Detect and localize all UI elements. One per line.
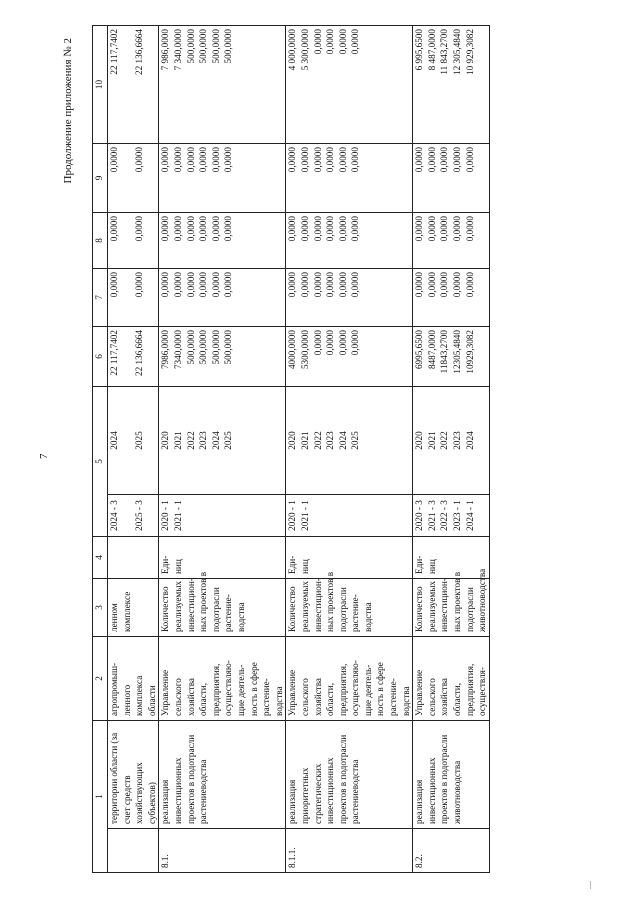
cell-line: Количество bbox=[414, 586, 425, 632]
measure-name-cell bbox=[413, 721, 490, 829]
item-number-cell bbox=[159, 829, 286, 873]
cell-line: 0,0000 bbox=[185, 147, 196, 173]
cell-line: 2024 bbox=[464, 431, 475, 450]
cell-line: 0,0000 bbox=[439, 147, 450, 173]
cell-line: 500,0000 bbox=[210, 29, 221, 64]
total-funding-cell bbox=[413, 327, 490, 387]
cell-line: 2024 bbox=[109, 431, 119, 450]
cell-line: 0,0000 bbox=[464, 216, 475, 242]
cell-line: растение- bbox=[223, 594, 234, 632]
header-cell: 2 bbox=[93, 637, 108, 721]
header-cell: 5 bbox=[93, 387, 108, 537]
cell-line: 0,0000 bbox=[414, 216, 425, 242]
cell-line: ниц bbox=[299, 559, 310, 574]
cell-line: 7340,0000 bbox=[172, 330, 183, 370]
cell-line: области bbox=[146, 685, 157, 716]
cell-line: 2024 - 1 bbox=[464, 500, 475, 531]
total-funding-cell bbox=[108, 327, 159, 387]
indicator-value-cell bbox=[286, 495, 413, 537]
cell-line: 0,0000 bbox=[325, 330, 336, 356]
unit-cell bbox=[108, 537, 159, 579]
cell-line: области, bbox=[198, 682, 209, 716]
cell-line: 0,0000 bbox=[325, 216, 336, 242]
cell-line: ных проектов в bbox=[198, 571, 209, 632]
cell-line: 0,0000 bbox=[299, 272, 310, 298]
cell-line: Еди- bbox=[160, 555, 171, 574]
federal-funding-cell bbox=[413, 269, 490, 327]
cell-line: комплекса bbox=[134, 675, 145, 716]
cell-line: проектов в подотрасли bbox=[337, 734, 348, 824]
measure-name-cell bbox=[159, 721, 286, 829]
cell-line: 0,0000 bbox=[198, 147, 209, 173]
cell-line: 2022 bbox=[312, 431, 323, 450]
cell-line: 0,0000 bbox=[325, 147, 336, 173]
cell-line: 0,0000 bbox=[223, 272, 234, 298]
cell-line: 0,0000 bbox=[325, 272, 336, 298]
total-funding-cell bbox=[159, 327, 286, 387]
cell-line: 8 487,0000 bbox=[426, 29, 437, 71]
cell-line: ленного bbox=[121, 684, 132, 716]
cell-line: хозяйствующих bbox=[134, 762, 145, 824]
cell-line: 0,0000 bbox=[337, 272, 348, 298]
cell-line: растение- bbox=[388, 678, 399, 716]
cell-line: 0,0000 bbox=[312, 147, 323, 173]
federal-funding-cell bbox=[159, 269, 286, 327]
cell-line: 7986,0000 bbox=[160, 330, 171, 370]
executor-cell bbox=[159, 637, 286, 721]
unit-cell bbox=[159, 537, 286, 579]
cell-line: 0,0000 bbox=[198, 272, 209, 298]
cell-line: 10 929,3082 bbox=[464, 29, 475, 75]
local-funding-cell bbox=[286, 144, 413, 213]
cell-line: инвестицион- bbox=[439, 578, 450, 632]
header-cell: 8 bbox=[93, 213, 108, 269]
cell-line: 0,0000 bbox=[160, 216, 171, 242]
table-body bbox=[108, 26, 490, 873]
year-cell bbox=[286, 387, 413, 495]
cell-line: 0,0000 bbox=[350, 147, 361, 173]
year-cell bbox=[159, 387, 286, 495]
cell-line: 500,0000 bbox=[198, 330, 209, 365]
cell-line: хозяйства bbox=[439, 678, 450, 716]
cell-line: осуществля- bbox=[477, 667, 488, 716]
cell-line: 0,0000 bbox=[160, 147, 171, 173]
cell-line: 2023 bbox=[325, 431, 336, 450]
cell-line: хозяйства bbox=[185, 678, 196, 716]
cell-line: 0,0000 bbox=[439, 216, 450, 242]
cell-line: 11843,2700 bbox=[439, 330, 450, 374]
cell-line: 4000,0000 bbox=[287, 330, 298, 370]
cell-line: 2024 bbox=[337, 431, 348, 450]
cell-line: инвестиционных bbox=[325, 757, 336, 824]
cell-line: Управление bbox=[414, 669, 425, 716]
cell-line: животноводства bbox=[477, 568, 488, 632]
cell-line: инвестицион- bbox=[185, 578, 196, 632]
cell-line: субъектов) bbox=[146, 782, 157, 824]
cell-line: 2022 - 3 bbox=[439, 500, 450, 531]
indicator-value-cell bbox=[413, 495, 490, 537]
extrabudgetary-funding-cell bbox=[413, 26, 490, 144]
cell-line: 11 843,2700 bbox=[439, 29, 450, 75]
cell-line: 0,0000 bbox=[414, 272, 425, 298]
cell-line: 2020 bbox=[160, 431, 171, 450]
cell-line: растение- bbox=[350, 594, 361, 632]
cell-line: 7 340,0000 bbox=[172, 29, 183, 71]
cell-line: 0,0000 bbox=[299, 147, 310, 173]
year-cell bbox=[413, 387, 490, 495]
header-cell: 6 bbox=[93, 327, 108, 387]
regional-funding-cell bbox=[108, 213, 159, 269]
cell-line: реализация bbox=[414, 779, 425, 824]
cell-line: 8487,0000 bbox=[426, 330, 437, 370]
cell-line: водства bbox=[273, 686, 284, 716]
cell-line: 0,0000 bbox=[452, 216, 463, 242]
cell-line: 2020 - 1 bbox=[160, 500, 171, 531]
cell-line: 0,0000 bbox=[160, 272, 171, 298]
cell-line: 500,0000 bbox=[210, 330, 221, 365]
cell-line: щие деятель- bbox=[362, 664, 373, 716]
indicator-cell bbox=[108, 579, 159, 637]
program-table-container bbox=[92, 26, 490, 873]
cell-line: 0,0000 bbox=[452, 272, 463, 298]
cell-line: 0,0000 bbox=[452, 147, 463, 173]
cell-line: 2023 bbox=[198, 431, 209, 450]
cell-line: 2023 bbox=[452, 431, 463, 450]
cell-line: водства bbox=[400, 686, 411, 716]
cell-line: ленном bbox=[109, 603, 119, 632]
table-row bbox=[413, 26, 490, 873]
cell-line: животноводства bbox=[452, 760, 463, 824]
cell-line: Еди- bbox=[287, 555, 298, 574]
blank-line bbox=[121, 216, 134, 264]
cell-line: приоритетных bbox=[299, 767, 310, 824]
cell-line: области, bbox=[452, 682, 463, 716]
cell-line: сельского bbox=[426, 678, 437, 716]
cell-line: 10929,3082 bbox=[464, 330, 475, 374]
cell-line: 0,0000 bbox=[287, 147, 298, 173]
cell-line: 0,0000 bbox=[109, 272, 119, 298]
cell-line: 5 300,0000 bbox=[299, 29, 310, 71]
indicator-value-cell bbox=[108, 495, 159, 537]
cell-line: 6995,6500 bbox=[414, 330, 425, 370]
cell-line: 0,0000 bbox=[185, 216, 196, 242]
cell-line: 0,0000 bbox=[198, 216, 209, 242]
cell-line: проектов в подотрасли bbox=[439, 734, 450, 824]
cell-line: 22 136,6664 bbox=[134, 330, 145, 376]
regional-funding-cell bbox=[286, 213, 413, 269]
cell-line: 500,0000 bbox=[198, 29, 209, 64]
executor-cell bbox=[413, 637, 490, 721]
cell-line: 12 305,4840 bbox=[452, 29, 463, 75]
cell-line: 8.1.1. bbox=[287, 847, 298, 868]
cell-line: 2021 bbox=[299, 431, 310, 450]
cell-line: 0,0000 bbox=[325, 29, 336, 55]
cell-line: предприятия, bbox=[337, 663, 348, 716]
cell-line: 12305,4840 bbox=[452, 330, 463, 374]
blank-line bbox=[121, 147, 134, 208]
cell-line: хозяйства bbox=[312, 678, 323, 716]
cell-line: подотрасли bbox=[210, 587, 221, 632]
cell-line: 2021 bbox=[426, 431, 437, 450]
item-number-cell bbox=[108, 829, 159, 873]
regional-funding-cell bbox=[159, 213, 286, 269]
cell-line: 2021 bbox=[172, 431, 183, 450]
cell-line: Управление bbox=[287, 669, 298, 716]
extrabudgetary-funding-cell bbox=[286, 26, 413, 144]
cell-line: 0,0000 bbox=[414, 147, 425, 173]
cell-line: 0,0000 bbox=[223, 216, 234, 242]
cell-line: 22 136,6664 bbox=[134, 29, 145, 75]
cell-line: Количество bbox=[160, 586, 171, 632]
cell-line: ниц bbox=[426, 559, 437, 574]
cell-line: стратегических bbox=[312, 763, 323, 824]
header-cell: 7 bbox=[93, 269, 108, 327]
cell-line: 0,0000 bbox=[350, 272, 361, 298]
cell-line: 0,0000 bbox=[109, 216, 119, 242]
cell-line: 2024 bbox=[210, 431, 221, 450]
cell-line: реализация bbox=[160, 779, 171, 824]
cell-line: 2020 bbox=[414, 431, 425, 450]
cell-line: сельского bbox=[172, 678, 183, 716]
cell-line: 0,0000 bbox=[350, 216, 361, 242]
cell-line: 2020 bbox=[287, 431, 298, 450]
year-cell bbox=[108, 387, 159, 495]
cell-line: территории области (за bbox=[109, 732, 119, 824]
cell-line: 2023 - 1 bbox=[452, 500, 463, 531]
cell-line: 2025 bbox=[350, 431, 361, 450]
header-cell: 9 bbox=[93, 144, 108, 213]
blank-line bbox=[121, 330, 134, 382]
total-funding-cell bbox=[286, 327, 413, 387]
cell-line: 0,0000 bbox=[312, 330, 323, 356]
cell-line: 0,0000 bbox=[337, 216, 348, 242]
cell-line: 22 117,7402 bbox=[109, 330, 119, 376]
cell-line: 2025 - 3 bbox=[134, 500, 145, 531]
cell-line: счет средств bbox=[121, 775, 132, 824]
header-cell: 4 bbox=[93, 537, 108, 579]
cell-line: инвестиционных bbox=[172, 757, 183, 824]
cell-line: 0,0000 bbox=[134, 147, 145, 173]
cell-line: щие деятель- bbox=[235, 664, 246, 716]
cell-line: 2022 bbox=[439, 431, 450, 450]
cell-line: 2020 - 3 bbox=[414, 500, 425, 531]
cell-line: 8.2. bbox=[414, 854, 425, 868]
cell-line: 2022 bbox=[185, 431, 196, 450]
cell-line: комплексе bbox=[121, 591, 132, 632]
local-funding-cell bbox=[108, 144, 159, 213]
cell-line: 0,0000 bbox=[464, 272, 475, 298]
table-row bbox=[159, 26, 286, 873]
cell-line: 0,0000 bbox=[134, 216, 145, 242]
cell-line: 0,0000 bbox=[172, 272, 183, 298]
cell-line: 0,0000 bbox=[312, 29, 323, 55]
cell-line: водства bbox=[362, 602, 373, 632]
indicator-cell bbox=[159, 571, 286, 637]
regional-funding-cell bbox=[413, 213, 490, 269]
executor-cell bbox=[108, 637, 159, 721]
cell-line: 0,0000 bbox=[337, 29, 348, 55]
cell-line: 5300,0000 bbox=[299, 330, 310, 370]
cell-line: 0,0000 bbox=[337, 330, 348, 356]
cell-line: 0,0000 bbox=[210, 147, 221, 173]
cell-line: предприятия, bbox=[464, 663, 475, 716]
cell-line: 4 000,0000 bbox=[287, 29, 298, 71]
cell-line: 0,0000 bbox=[287, 272, 298, 298]
cell-line: 2021 - 1 bbox=[299, 500, 310, 531]
header-cell: 10 bbox=[93, 26, 108, 144]
local-funding-cell bbox=[159, 144, 286, 213]
cell-line: 500,0000 bbox=[223, 29, 234, 64]
cell-line: ность в сфере bbox=[248, 662, 259, 716]
cell-line: 0,0000 bbox=[312, 272, 323, 298]
cell-line: 2025 bbox=[223, 431, 234, 450]
cell-line: 0,0000 bbox=[350, 29, 361, 55]
cell-line: 0,0000 bbox=[426, 216, 437, 242]
cell-line: реализуемых bbox=[172, 580, 183, 632]
cell-line: 2025 bbox=[134, 431, 145, 450]
indicator-value-cell bbox=[159, 495, 286, 537]
cell-line: подотрасли bbox=[337, 587, 348, 632]
cell-line: 0,0000 bbox=[439, 272, 450, 298]
cell-line: ных проектов в bbox=[452, 571, 463, 632]
cell-line: 0,0000 bbox=[299, 216, 310, 242]
cell-line: растениеводства bbox=[350, 759, 361, 824]
cell-line: 0,0000 bbox=[337, 147, 348, 173]
table-row bbox=[108, 26, 159, 873]
cell-line: 8.1. bbox=[160, 854, 171, 868]
cell-line: инвестиционных bbox=[426, 757, 437, 824]
executor-cell bbox=[286, 637, 413, 721]
header-row bbox=[93, 26, 108, 873]
cell-line: Управление bbox=[160, 669, 171, 716]
cell-line: 0,0000 bbox=[109, 147, 119, 173]
cell-line: 2021 - 1 bbox=[172, 500, 183, 531]
cell-line: 6 995,6500 bbox=[414, 29, 425, 71]
cell-line: осуществляю- bbox=[223, 660, 234, 716]
measure-name-cell bbox=[108, 721, 159, 829]
cell-line: ниц bbox=[172, 559, 183, 574]
cell-line: 0,0000 bbox=[464, 147, 475, 173]
cell-line: ность в сфере bbox=[375, 662, 386, 716]
cell-line: растениеводства bbox=[198, 759, 209, 824]
cell-line: 0,0000 bbox=[185, 272, 196, 298]
indicator-cell bbox=[413, 568, 490, 637]
cell-line: 2021 - 3 bbox=[426, 500, 437, 531]
cell-line: 0,0000 bbox=[172, 147, 183, 173]
header-cell: 1 bbox=[93, 721, 108, 873]
cell-line: реализуемых bbox=[299, 580, 310, 632]
cell-line: 2024 - 3 bbox=[109, 500, 119, 531]
scan-mark bbox=[590, 881, 591, 889]
cell-line: предприятия, bbox=[210, 663, 221, 716]
cell-line: 0,0000 bbox=[312, 216, 323, 242]
measure-name-cell bbox=[286, 721, 413, 829]
cell-line: Количество bbox=[287, 586, 298, 632]
cell-line: 500,0000 bbox=[185, 330, 196, 365]
federal-funding-cell bbox=[108, 269, 159, 327]
cell-line: 0,0000 bbox=[134, 272, 145, 298]
cell-line: 0,0000 bbox=[426, 272, 437, 298]
cell-line: проектов в подотрасли bbox=[185, 734, 196, 824]
cell-line: осуществляю- bbox=[350, 660, 361, 716]
cell-line: 2020 - 1 bbox=[287, 500, 298, 531]
blank-line bbox=[121, 499, 134, 532]
cell-line: 500,0000 bbox=[185, 29, 196, 64]
cell-line: инвестицион- bbox=[312, 578, 323, 632]
cell-line: реализация bbox=[287, 779, 298, 824]
cell-line: 0,0000 bbox=[210, 216, 221, 242]
cell-line: 0,0000 bbox=[350, 330, 361, 356]
blank-line bbox=[121, 391, 134, 490]
extrabudgetary-funding-cell bbox=[159, 26, 286, 144]
page-number: 7 bbox=[38, 453, 50, 459]
cell-line: сельского bbox=[299, 678, 310, 716]
item-number-cell bbox=[413, 829, 490, 873]
cell-line: 0,0000 bbox=[426, 147, 437, 173]
header-cell: 3 bbox=[93, 579, 108, 637]
cell-line: агропромыш- bbox=[109, 662, 119, 716]
cell-line: подотрасли bbox=[464, 587, 475, 632]
cell-line: Еди- bbox=[414, 555, 425, 574]
cell-line: растение- bbox=[261, 678, 272, 716]
table-row bbox=[286, 26, 413, 873]
cell-line: 22 117,7402 bbox=[109, 29, 119, 75]
cell-line: 0,0000 bbox=[210, 272, 221, 298]
item-number-cell bbox=[286, 829, 413, 873]
cell-line: 500,0000 bbox=[223, 330, 234, 365]
cell-line: ных проектов в bbox=[325, 571, 336, 632]
blank-line bbox=[121, 29, 134, 139]
cell-line: реализуемых bbox=[426, 580, 437, 632]
program-table bbox=[92, 25, 490, 873]
cell-line: области, bbox=[325, 682, 336, 716]
cell-line: 0,0000 bbox=[172, 216, 183, 242]
blank-line bbox=[121, 272, 134, 322]
cell-line: водства bbox=[235, 602, 246, 632]
local-funding-cell bbox=[413, 144, 490, 213]
appendix-title: Продолжение приложения № 2 bbox=[62, 38, 74, 184]
extrabudgetary-funding-cell bbox=[108, 26, 159, 144]
cell-line: 0,0000 bbox=[287, 216, 298, 242]
unit-cell bbox=[286, 537, 413, 579]
cell-line: 0,0000 bbox=[223, 147, 234, 173]
cell-line: 7 986,0000 bbox=[160, 29, 171, 71]
indicator-cell bbox=[286, 571, 413, 637]
federal-funding-cell bbox=[286, 269, 413, 327]
